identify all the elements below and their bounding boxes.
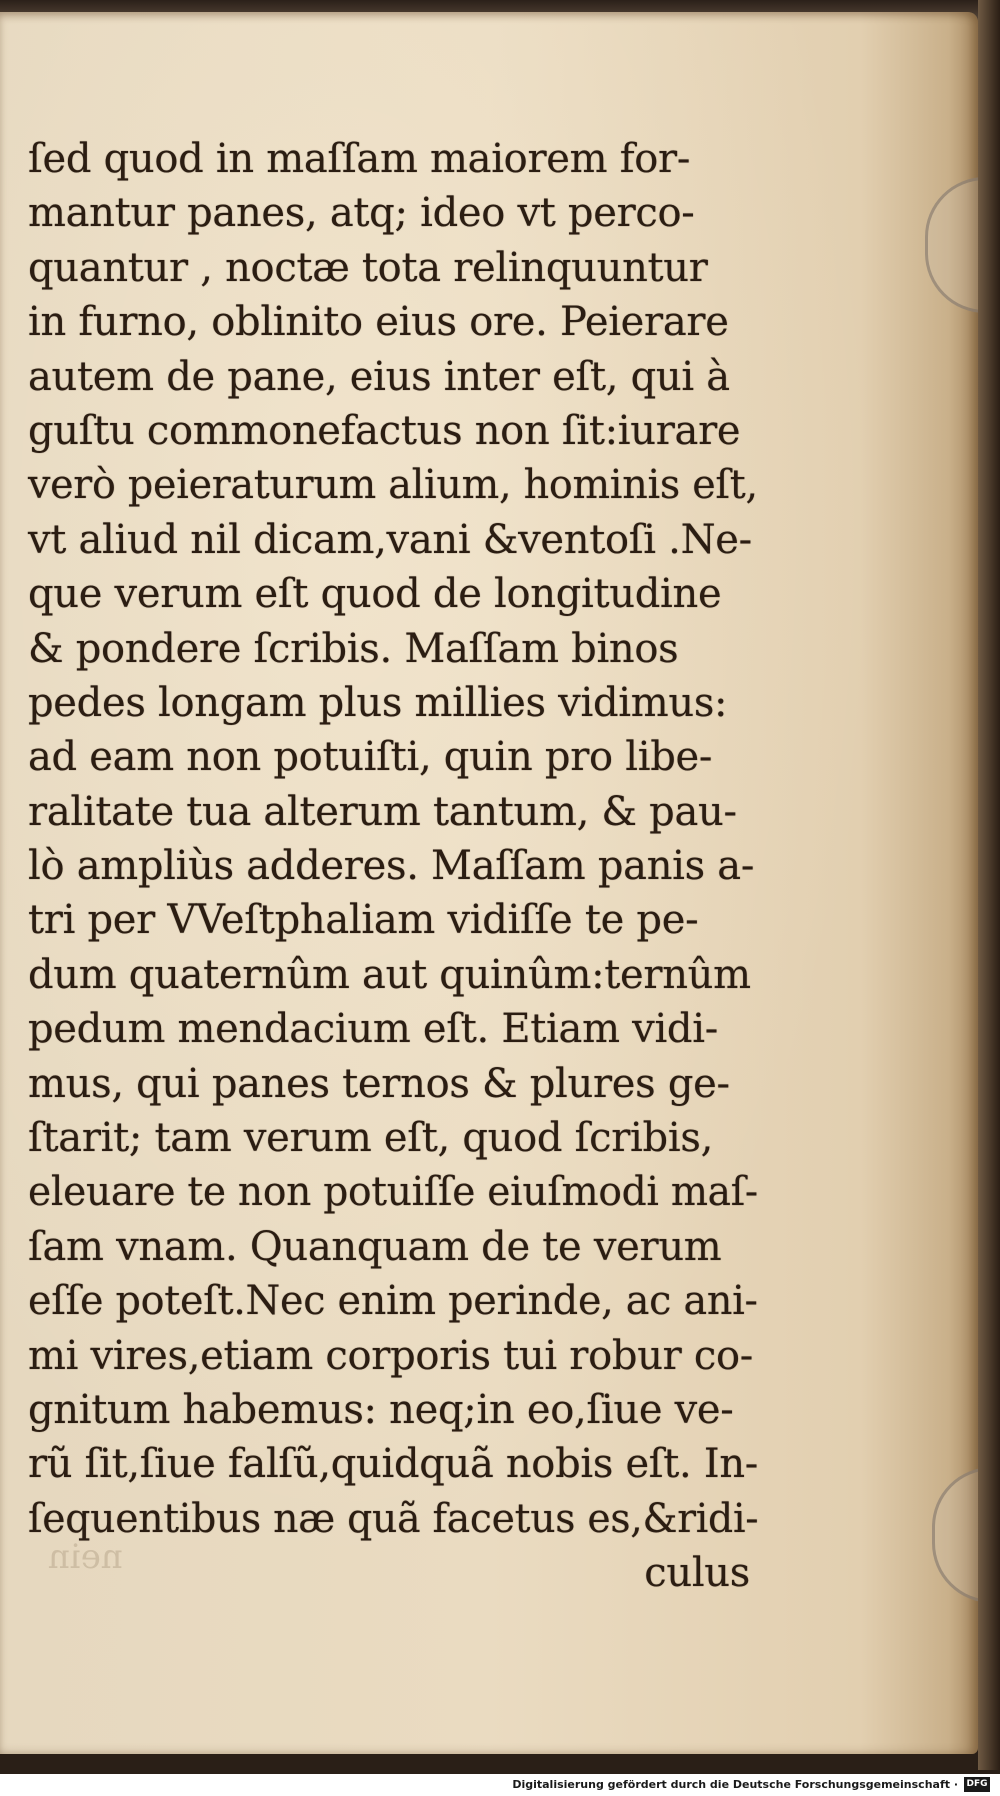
book-spine-edge	[978, 0, 1000, 1770]
text-line: ſam vnam. Quanquam de te verum	[28, 1223, 722, 1270]
text-line: ad eam non potuiſti, quin pro libe-	[28, 734, 713, 781]
book-page	[0, 12, 978, 1754]
text-line: eleuare te non potuiſſe eiuſmodi maſ-	[28, 1169, 758, 1216]
text-line: gnitum habemus: neq;in eo,ſiue ve-	[28, 1386, 734, 1433]
text-line: que verum eſt quod de longitudine	[28, 571, 722, 618]
page-text	[28, 132, 758, 1601]
text-line: ſequentibus næ quã facetus es,&ridi-	[28, 1495, 759, 1542]
text-line: mi vires,etiam corporis tui robur co-	[28, 1332, 753, 1379]
text-line: quantur , noctæ tota relinquuntur	[28, 244, 708, 291]
dfg-logo: DFG	[964, 1777, 990, 1792]
text-line: mantur panes, atq; ideo vt perco-	[28, 190, 695, 237]
text-line: dum quaternûm aut quinûm:ternûm	[28, 951, 751, 998]
text-line: mus, qui panes ternos & plures ge-	[28, 1060, 730, 1107]
text-line: vt aliud nil dicam,vani &ventoſi .Ne-	[28, 516, 752, 563]
show-through-ink: nein	[48, 1537, 123, 1577]
text-line: pedum mendacium eſt. Etiam vidi-	[28, 1006, 718, 1053]
catchword: culus	[644, 1550, 750, 1597]
text-line: in furno, oblinito eius ore. Peierare	[28, 299, 729, 346]
text-line: ralitate tua alterum tantum, & pau-	[28, 788, 737, 835]
text-line: lò ampliùs adderes. Maſſam panis a-	[28, 843, 755, 890]
text-line: ſtarit; tam verum eſt, quod ſcribis,	[28, 1115, 713, 1162]
text-line: rũ ſit,ſiue falſũ,quidquã nobis eſt. In-	[28, 1441, 758, 1488]
text-line: guſtu commonefactus non ſit:iurare	[28, 407, 741, 454]
text-line: ſed quod in maſſam maiorem for-	[28, 136, 691, 182]
text-line: & pondere ſcribis. Maſſam binos	[28, 625, 679, 672]
text-line: eſſe poteſt.Nec enim perinde, ac ani-	[28, 1278, 758, 1325]
text-line: tri per VVeſtphaliam vidiſſe te pe-	[28, 897, 699, 944]
text-line: autem de pane, eius inter eſt, qui à	[28, 353, 730, 400]
digitization-footer	[0, 1774, 1000, 1796]
digitization-credit: Digitalisierung gefördert durch die Deutsche Forschungsgemeinschaft ·	[512, 1778, 958, 1791]
text-line: pedes longam plus millies vidimus:	[28, 679, 728, 726]
text-line: verò peieraturum alium, hominis eſt,	[28, 462, 758, 509]
